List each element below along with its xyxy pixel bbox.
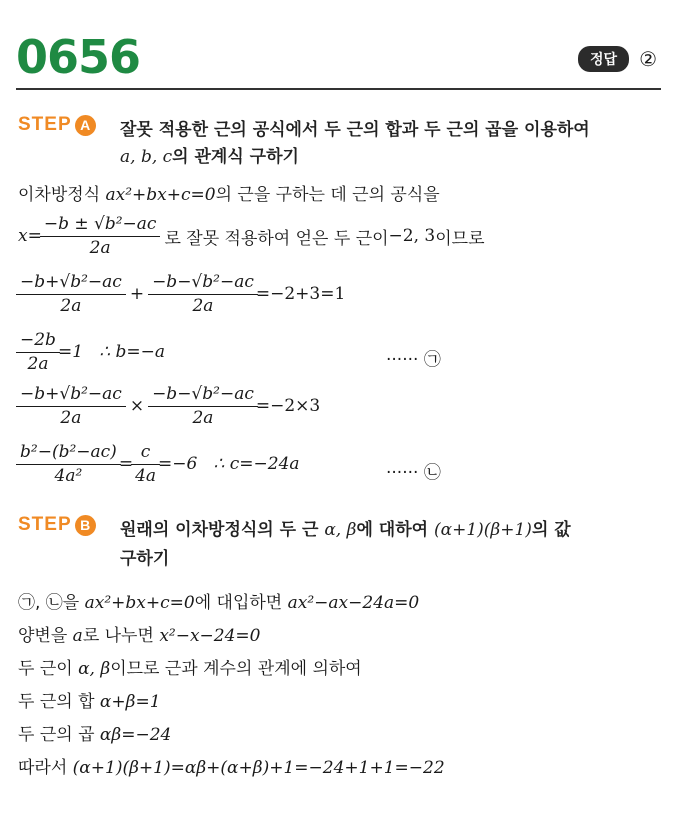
body-line-2	[18, 214, 485, 258]
body-line-1	[18, 180, 440, 205]
b6-m: (α+1)(β+1)=αβ+(α+β)+1=−24+1+1=−22	[72, 758, 445, 778]
step-b-title-2: 구하기	[120, 549, 170, 569]
b5-a: 두 근의 곱	[18, 725, 100, 745]
b2-a: 양변을	[18, 626, 73, 646]
step-a-letter-icon: A	[75, 115, 96, 136]
l3-res: =−2+3=1	[255, 284, 346, 304]
b2-m: a	[72, 626, 83, 646]
l2-den: 2a	[40, 236, 161, 258]
l6-f2n: c	[140, 442, 151, 462]
l5-frac-2	[150, 384, 256, 428]
answer-area	[578, 46, 657, 72]
l6-fn: b²−(b²−ac)	[20, 442, 117, 462]
step-b-t1c: 의 값	[531, 520, 571, 540]
l3-op: +	[129, 284, 145, 304]
l1-text-a: 이차방정식	[18, 185, 106, 205]
body-line-6	[18, 442, 300, 486]
l2-text: 로 잘못 적용하여 얻은 두 근이	[164, 228, 389, 249]
l6-frac-1	[18, 442, 119, 486]
step-b-letter-icon: B	[75, 515, 96, 536]
l5-f1n: −b+√b²−ac	[20, 384, 122, 404]
step-b-title-1	[120, 515, 571, 540]
b5-m: αβ=−24	[99, 725, 172, 745]
l3-f2n: −b−√b²−ac	[152, 272, 254, 292]
l5-res: =−2×3	[255, 396, 321, 416]
answer-value: ②	[639, 47, 657, 71]
b-line-5	[18, 720, 171, 745]
answer-badge: 정답	[578, 46, 629, 72]
b-line-4	[18, 687, 161, 712]
step-a-text: STEP	[18, 114, 72, 135]
b1-a: ㉠, ㉡을	[18, 593, 85, 613]
b6-a: 따라서	[18, 758, 73, 778]
b1-m: ax²+bx+c=0	[84, 593, 195, 613]
step-b-label	[18, 514, 96, 536]
l5-f2d: 2a	[148, 406, 258, 428]
header-divider	[16, 88, 661, 90]
step-a-title-2	[120, 142, 299, 167]
l5-op: ×	[129, 396, 145, 416]
l3-f1n: −b+√b²−ac	[20, 272, 122, 292]
b3-a: 두 근이	[18, 659, 79, 679]
step-b-t1a: 원래의 이차방정식의 두 근	[120, 520, 319, 540]
l2-x: x=	[18, 226, 42, 246]
l6-f2d: 4a	[131, 464, 160, 486]
b-line-1	[18, 588, 419, 613]
b4-m: α+β=1	[99, 692, 161, 712]
b2-b: 로 나누면	[82, 626, 160, 646]
l2-num: −b ± √b²−ac	[43, 214, 157, 234]
b4-a: 두 근의 합	[18, 692, 100, 712]
step-b-text: STEP	[18, 514, 72, 535]
l4-res: =1 ∴ b=−a	[57, 342, 165, 362]
step-a-title-math: a, b, c	[120, 147, 173, 167]
b1-m2: ax²−ax−24a=0	[287, 593, 420, 613]
l3-f1d: 2a	[16, 294, 126, 316]
l6-eq: =	[118, 454, 134, 474]
body-line-5	[18, 384, 320, 428]
step-b-t1m2: (α+1)(β+1)	[433, 520, 532, 540]
step-a-title-1: 잘못 적용한 근의 공식에서 두 근의 합과 두 근의 곱을 이용하여	[120, 120, 590, 140]
body-line-4	[18, 330, 165, 374]
step-a-label	[18, 114, 96, 136]
l2-fraction	[42, 214, 159, 258]
l5-frac-1	[18, 384, 124, 428]
b-line-6	[18, 753, 445, 778]
l3-frac-1	[18, 272, 124, 316]
step-b-t1m: α, β	[324, 520, 357, 540]
l1-text-b: 의 근을 구하는 데 근의 공식을	[215, 185, 440, 205]
l6-frac-2	[133, 442, 158, 486]
l6-tag: ······ ㉡	[386, 463, 441, 483]
l4-tag: ······ ㉠	[386, 350, 441, 370]
b-line-2	[18, 621, 260, 646]
l2-text2: 이므로	[435, 228, 485, 249]
b2-m2: x²−x−24=0	[159, 626, 261, 646]
l4-fn: −2b	[20, 330, 56, 350]
step-b-t1b: 에 대하여	[356, 520, 429, 540]
b1-b: 에 대입하면	[194, 593, 288, 613]
step-a-title-text: 의 관계식 구하기	[172, 147, 299, 167]
l3-f2d: 2a	[148, 294, 258, 316]
l4-frac	[18, 330, 58, 374]
body-line-3	[18, 272, 345, 316]
b3-b: 이므로 근과 계수의 관계에 의하여	[110, 659, 362, 679]
l5-f1d: 2a	[16, 406, 126, 428]
l2-vals: −2, 3	[388, 226, 436, 246]
l5-f2n: −b−√b²−ac	[152, 384, 254, 404]
l6-fd: 4a²	[16, 464, 121, 486]
l3-frac-2	[150, 272, 256, 316]
l6-res: =−6 ∴ c=−24a	[158, 454, 300, 474]
l4-fd: 2a	[16, 352, 60, 374]
l1-math: ax²+bx+c=0	[105, 185, 216, 205]
b-line-3	[18, 654, 362, 679]
problem-number: 0656	[16, 30, 141, 84]
b3-m: α, β	[78, 659, 111, 679]
